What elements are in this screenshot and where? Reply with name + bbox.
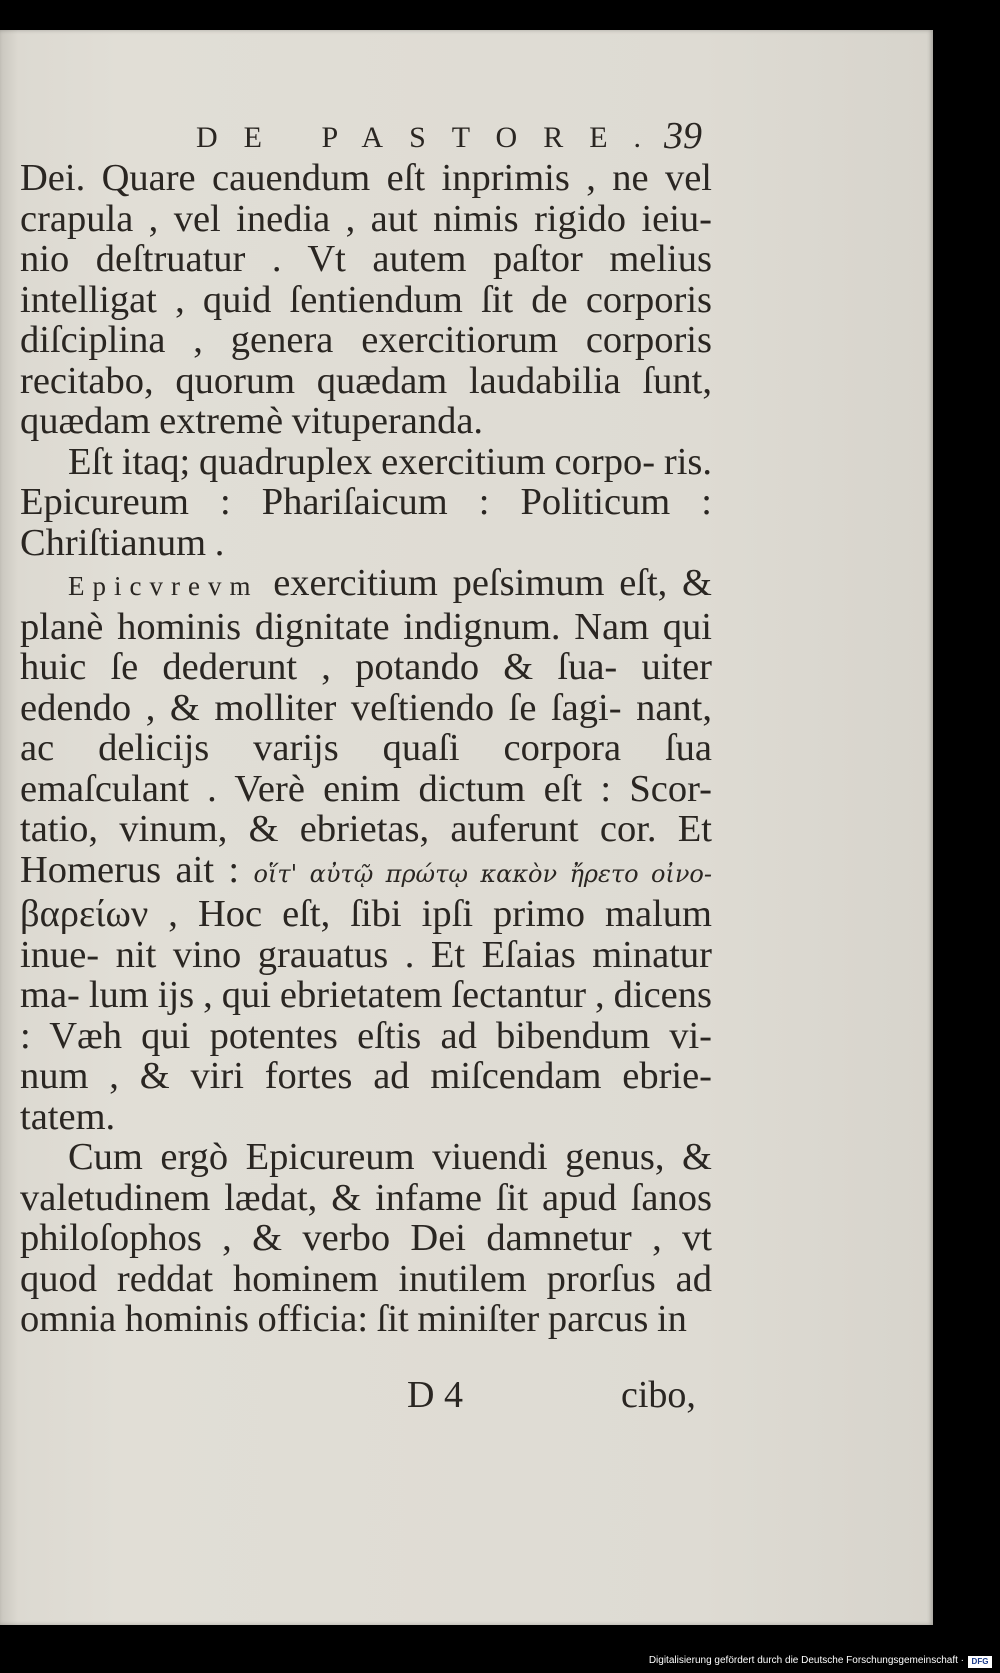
text-line: emaſculant . Verè enim dictum eſt : Scor- — [20, 767, 712, 810]
book-page — [0, 30, 933, 1625]
text-line: exercitium peſsimum — [258, 562, 605, 604]
text-line: nio deſtruatur . Vt autem paſtor melius — [20, 238, 712, 280]
text-line: Væh qui potentes eſtis ad bibendum vi- — [49, 1014, 712, 1057]
text-line: crapula , vel inedia , aut nimis rigido ieiu- — [20, 197, 712, 240]
credit-bar — [0, 1651, 1000, 1673]
text-line: ris. Epicureum : Phariſaicum : Politicum : — [20, 440, 713, 523]
paragraph-2 — [20, 442, 712, 564]
page-number: 39 — [664, 115, 702, 157]
signature-mark: D 4 — [407, 1374, 463, 1416]
paragraph-1 — [20, 158, 712, 442]
paragraph-3 — [20, 563, 712, 1137]
text-line: quod reddat hominem inutilem prorſus ad — [20, 1257, 712, 1300]
text-line: valetudinem lædat, & infame ſit apud ſanos — [20, 1176, 712, 1219]
text-line: quædam extremè vituperanda. — [20, 400, 484, 442]
text-line: Chriſtianum . — [20, 521, 225, 564]
page-header — [196, 115, 716, 158]
text-line: recitabo, quorum quædam laudabilia ſunt, — [20, 359, 712, 402]
text-line: intelligat , quid ſentiendum ſit de corporis — [20, 278, 712, 321]
text-line: βαρείων , Hoc eſt, ſibi ipſi primo malum inue- — [20, 893, 712, 976]
body-text — [20, 158, 712, 1340]
text-line: tatem. — [20, 1095, 116, 1138]
text-line: eſt, & planè hominis dignitate indignum. — [20, 562, 713, 648]
text-line: Homerus ait : — [20, 848, 254, 891]
greek-quotation: οἵτ' αὐτῷ πρώτῳ κακὸν ἤρετο οἰνο- — [253, 859, 712, 888]
running-head: DE PASTORE. — [196, 121, 668, 154]
text-line: num , & viri fortes ad miſcendam ebrie- — [20, 1055, 712, 1097]
text-line: Cum ergò Epicureum viuendi genus, & — [68, 1136, 712, 1178]
paragraph-4 — [20, 1137, 712, 1340]
text-line: Dei. Quare cauendum eſt inprimis , ne vel — [20, 157, 712, 199]
page-footer — [0, 1373, 933, 1417]
text-line: nant, ac delicijs varijs quaſi corpora ſua — [20, 686, 712, 769]
funding-credit: Digitalisierung gefördert durch die Deutsche Forschungsgemeinschaft · — [648, 1655, 964, 1666]
catchword: cibo, — [621, 1374, 696, 1416]
text-line: Nam qui huic ſe dederunt , potando & ſua- — [20, 605, 713, 688]
text-line: uiter edendo , & molliter veſtiendo ſe ſagi- — [20, 646, 712, 729]
text-line: omnia hominis officia: ſit miniſter parcus in — [20, 1298, 687, 1340]
section-lead-word: Epicvrevm — [68, 571, 259, 601]
dfg-logo-icon: DFG — [968, 1656, 992, 1668]
text-line: nit vino grauatus . Et Eſaias minatur ma- — [20, 933, 712, 1016]
text-line: lum ijs , qui ebrietatem ſectantur , dicens : — [20, 974, 712, 1057]
text-line: tatio, vinum, & ebrietas, auferunt cor. Et — [20, 808, 712, 850]
text-line: diſciplina , genera exercitiorum corporis — [20, 319, 712, 361]
text-line: Eſt itaq; quadruplex exercitium corpo- — [68, 440, 656, 483]
text-line: philoſophos , & verbo Dei damnetur , vt — [20, 1217, 712, 1259]
